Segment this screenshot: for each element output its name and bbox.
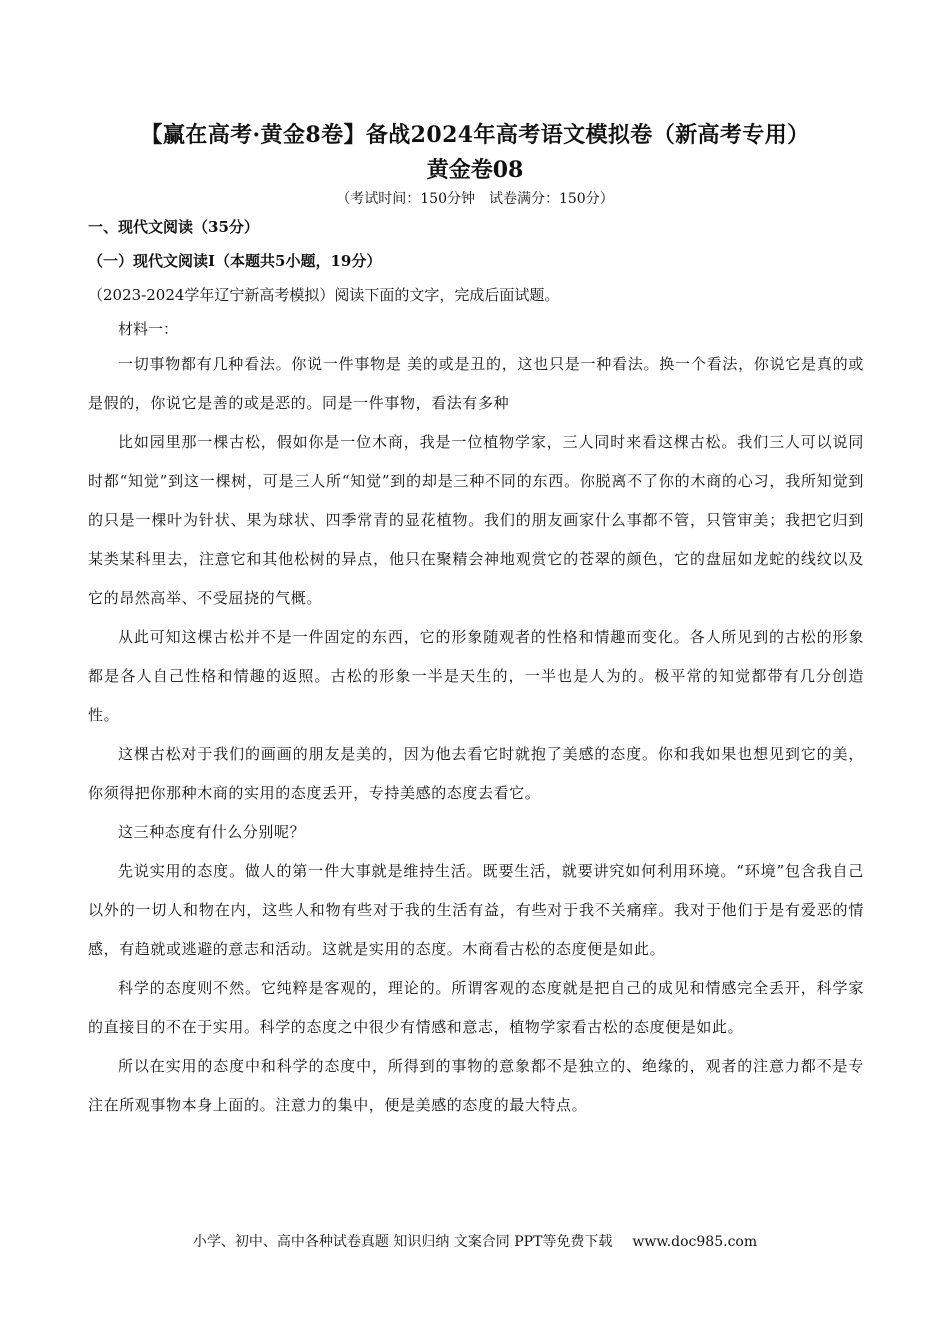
page-footer <box>0 1231 950 1251</box>
passage-body <box>88 345 864 1125</box>
passage-paragraph: 科学的态度则不然。它纯粹是客观的，理论的。所谓客观的态度就是把自己的成见和情感完全丢开，科学家的直接目的不在于实用。科学的态度之中很少有情感和意志，植物学家看古松的态度便是如此。 <box>88 979 864 1036</box>
section-heading: 一、现代文阅读（35分） <box>88 218 259 236</box>
subsection-heading: （一）现代文阅读Ⅰ（本题共5小题，19分） <box>88 252 382 270</box>
passage-paragraph: 从此可知这棵古松并不是一件固定的东西，它的形象随观者的性格和情趣而变化。各人所见到的古松的形象都是各人自己性格和情趣的返照。古松的形象一半是天生的，一半也是人为的。极平常的知觉都带有几分创造性。 <box>88 628 864 724</box>
exam-subtitle: 黄金卷08 <box>426 157 524 183</box>
exam-info: （考试时间：150分钟 试卷满分：150分） <box>336 191 614 207</box>
reading-instruction: （2023-2024学年辽宁新高考模拟）阅读下面的文字，完成后面试题。 <box>88 286 560 304</box>
footer-site-link[interactable]: www.doc985.com <box>632 1234 758 1250</box>
passage-paragraph: 这棵古松对于我们的画画的朋友是美的，因为他去看它时就抱了美感的态度。你和我如果也想见到它的美，你须得把你那种木商的实用的态度丢开，专持美感的态度去看它。 <box>88 745 864 802</box>
material-label: 材料一： <box>118 320 179 338</box>
passage-paragraph: 比如园里那一棵古松，假如你是一位木商，我是一位植物学家，三人同时来看这棵古松。我们三人可以说同时都“知觉”到这一棵树，可是三人所“知觉”到的却是三种不同的东西。你脱离不了你的木商的心习，我所知觉到的只是一棵叶为针状、果为球状、四季常青的显花植物。我们的朋友画家什么事都不管，只管审美；我把它归到某类某科里去，注意它和其他松树的异点，他只在聚精会神地观赏它的苍翠的颜色，它的盘屈如龙蛇的线纹以及它的昂然高举、不受屈挠的气概。 <box>88 433 864 607</box>
exam-title: 【赢在高考·黄金8卷】备战2024年高考语文模拟卷（新高考专用） <box>140 122 810 148</box>
passage-paragraph: 所以在实用的态度中和科学的态度中，所得到的事物的意象都不是独立的、绝缘的，观者的注意力都不是专注在所观事物本身上面的。注意力的集中，便是美感的态度的最大特点。 <box>88 1057 864 1114</box>
passage-paragraph: 一切事物都有几种看法。你说一件事物是 美的或是丑的，这也只是一种看法。换一个看法，你说它是真的或是假的，你说它是善的或是恶的。同是一件事物，看法有多种 <box>88 355 864 412</box>
passage-paragraph: 先说实用的态度。做人的第一件大事就是维持生活。既要生活，就要讲究如何利用环境。“环境”包含我自己以外的一切人和物在内，这些人和物有些对于我的生活有益，有些对于我不关痛痒。我对于他们于是有爱恶的情感，有趋就或逃避的意志和活动。这就是实用的态度。木商看古松的态度便是如此。 <box>88 862 864 958</box>
footer-text: 小学、初中、高中各种试卷真题 知识归纳 文案合同 PPT等免费下载 <box>192 1234 613 1250</box>
passage-paragraph: 这三种态度有什么分别呢？ <box>118 823 306 841</box>
